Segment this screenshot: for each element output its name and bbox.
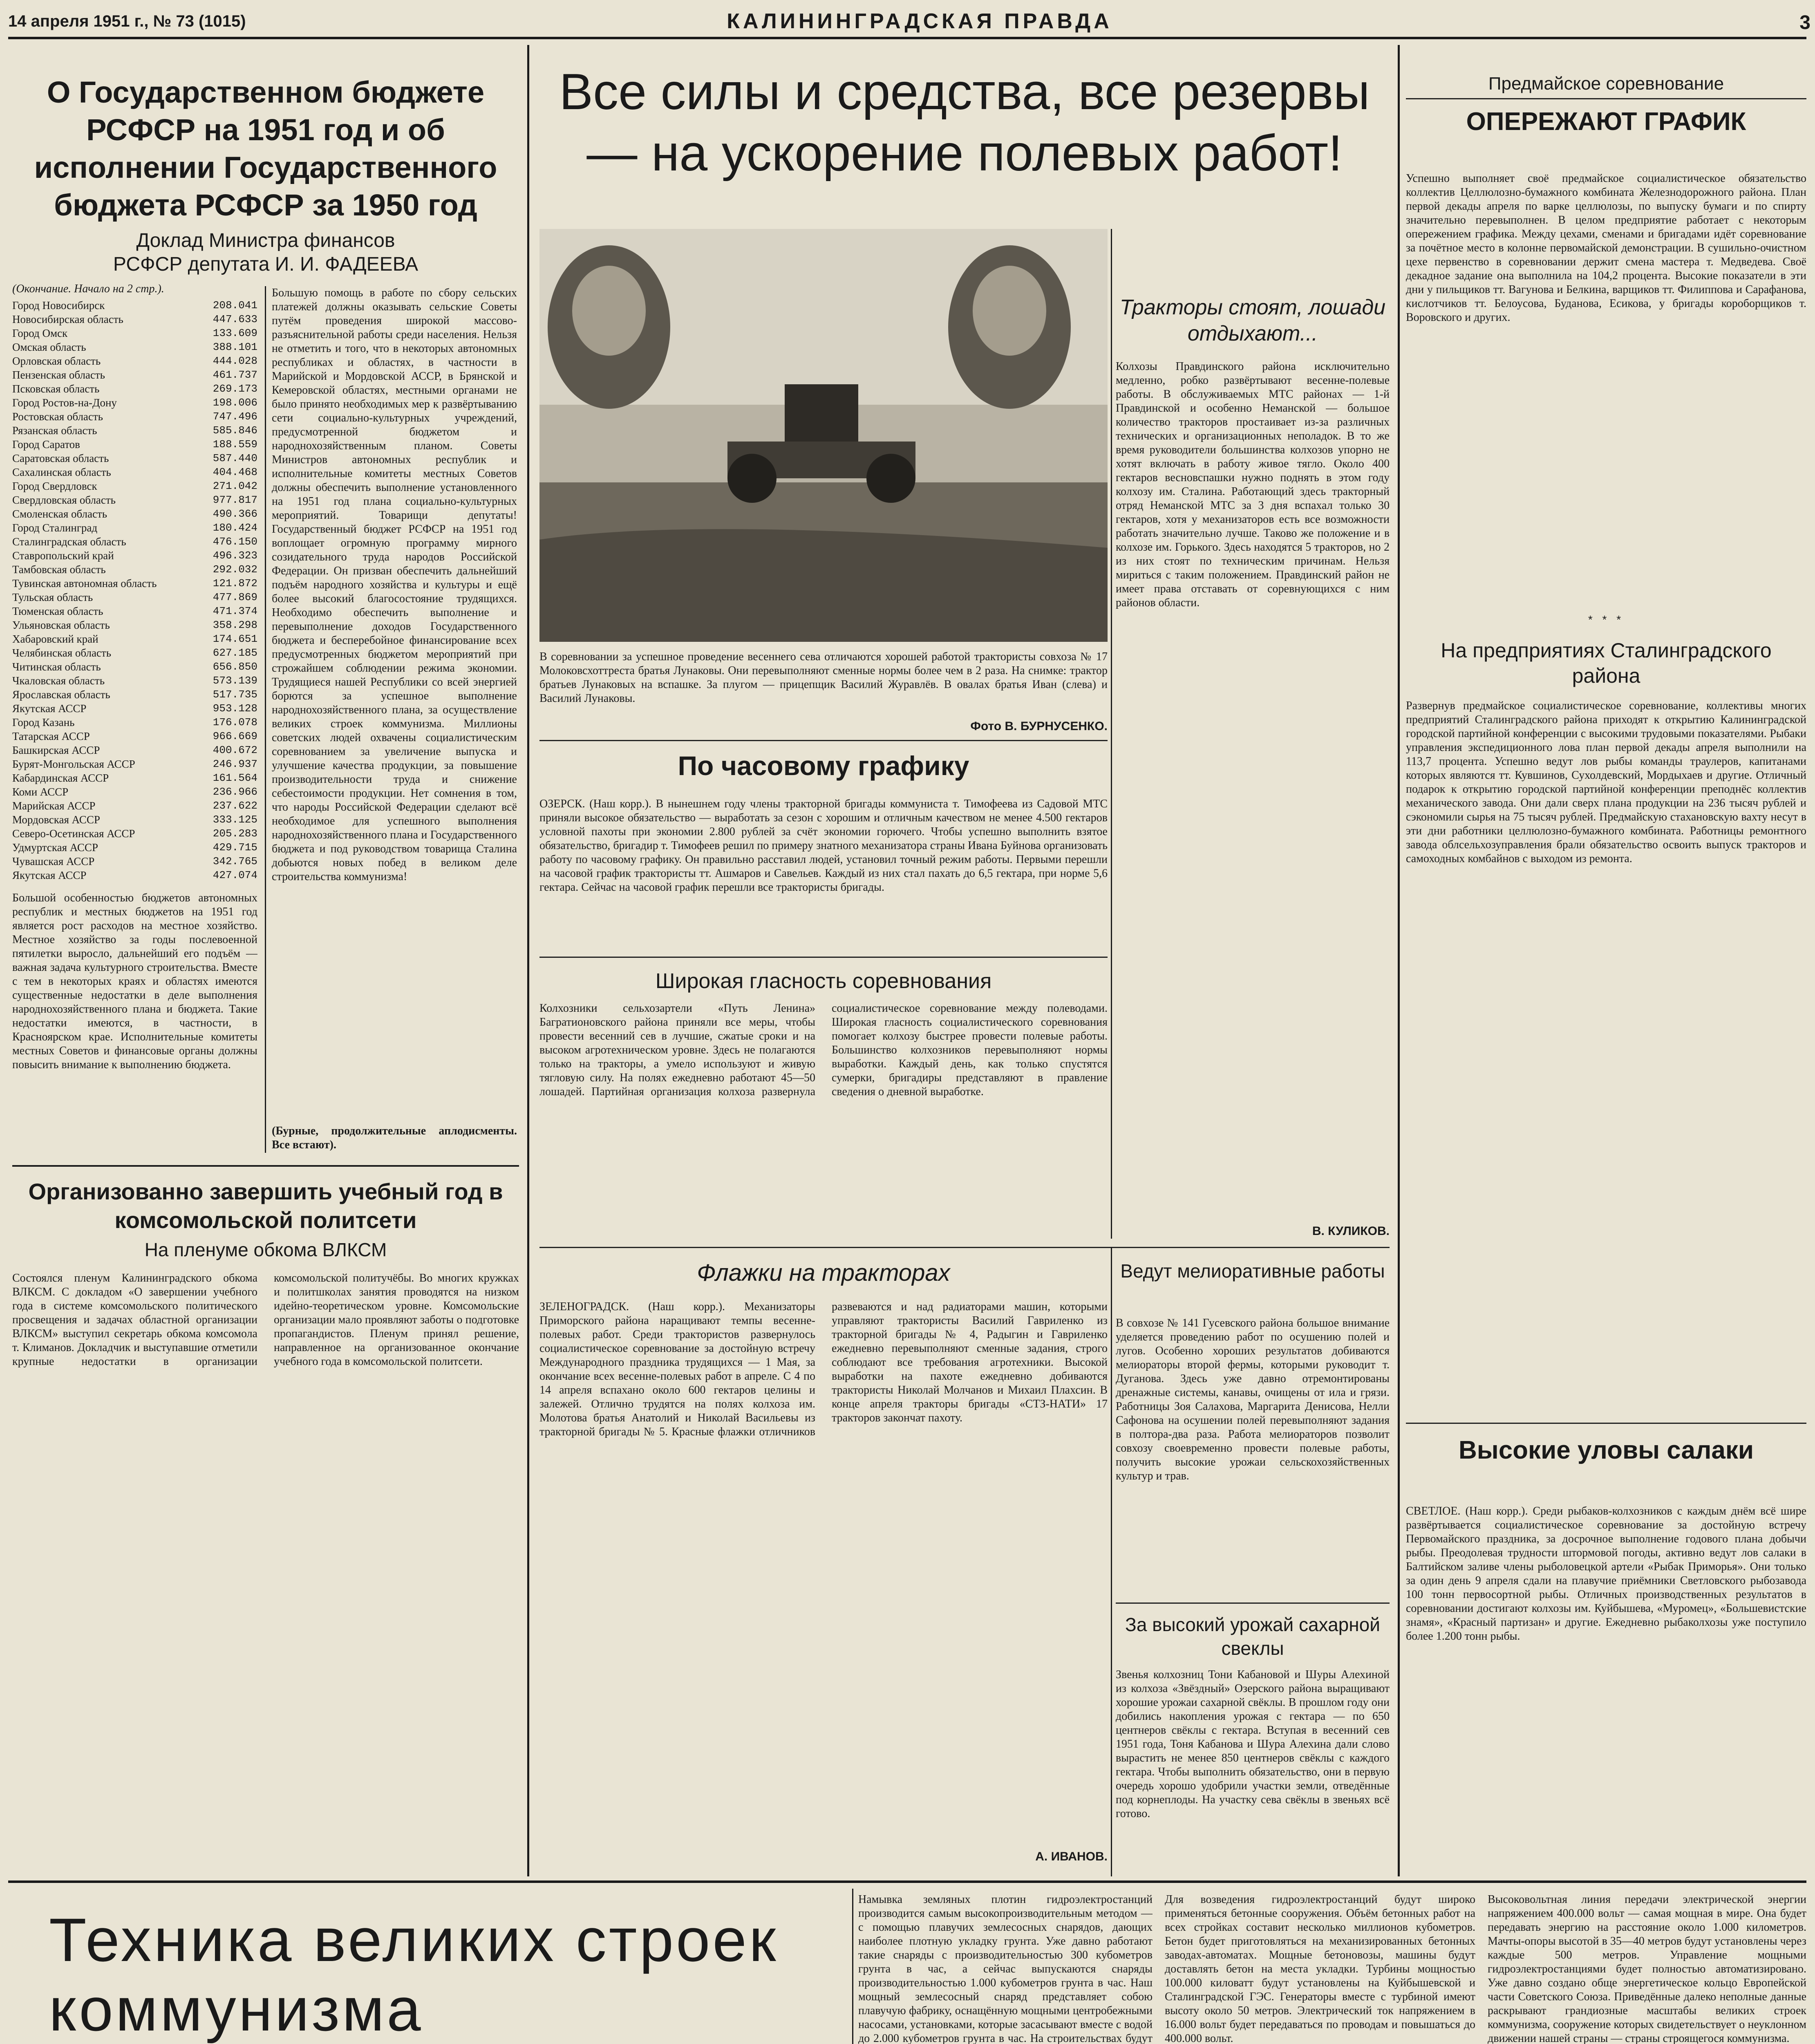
budget-row-name: Омская область: [12, 341, 86, 353]
center-divider: [1111, 1247, 1112, 1876]
budget-table-row: [12, 743, 257, 757]
budget-table-row: [12, 549, 257, 563]
budget-row-value: 180.424: [213, 522, 257, 534]
glasnost-title: Широкая гласность соревнования: [655, 969, 992, 993]
budget-table-row: [12, 326, 257, 340]
budget-row-name: Башкирская АССР: [12, 744, 100, 756]
schedule-bottom-rule: [539, 957, 1108, 958]
budget-table-row: [12, 479, 257, 493]
budget-table-row: [12, 576, 257, 590]
budget-table-row: [12, 507, 257, 521]
budget-table-row: [12, 493, 257, 507]
budget-row-value: 388.101: [213, 341, 257, 353]
budget-table-row: [12, 771, 257, 785]
budget-row-name: Город Омск: [12, 327, 68, 339]
komsomol-subtitle: На пленуме обкома ВЛКСМ: [144, 1239, 387, 1260]
budget-table-row: [12, 646, 257, 660]
budget-row-value: 404.468: [213, 466, 257, 478]
budget-table-row: [12, 868, 257, 882]
glasnost-bottom-rule: [539, 1247, 1390, 1248]
budget-row-value: 208.041: [213, 299, 257, 312]
budget-continuation: (Окончание. Начало на 2 стр.).: [12, 282, 164, 295]
budget-table-row: [12, 688, 257, 702]
budget-row-value: 656.850: [213, 661, 257, 673]
budget-row-name: Тульская область: [12, 591, 93, 603]
budget-row-name: Город Сталинград: [12, 522, 98, 534]
budget-row-name: Мордовская АССР: [12, 814, 100, 826]
budget-row-value: 269.173: [213, 383, 257, 395]
tractors-title: Тракторы стоят, лошади отдыхают...: [1119, 296, 1386, 345]
schedule-title: По часовому графику: [678, 751, 969, 781]
budget-row-name: Город Саратов: [12, 438, 80, 450]
right-text-stalingrad: Развернув предмайское социалистическое соревнование, коллективы многих предприятий Сталинградского района приходят к открытию Калининградской городской партийной конференции с высокими трудовыми показателями. Рыбаки управления экспедиционного лова план первой декады апреля выполнили на 113,7 процента. Успешно ведут лов рыбы команды траулеров, капитанами которых являются тт. Кувшинов, Сухолдевский, Мордыхаев и другие. Отличный подарок к открытию городской партийной конференции преподнёс коллектив механического завода. Они дали сверх плана продукции на 236 тысяч рублей и сэкономили сырья на 75 тысяч рублей. Предмайскую стахановскую вахту несут в эти дни работники целлюлозно-бумажного комбината. Работницы ремонтного завода облсельхозуправления брали обязательство освоить выпуск тракторов и самоходных комбайнов с выходом из ремонта.: [1406, 699, 1806, 865]
beet-text: Звенья колхозниц Тони Кабановой и Шуры Алехиной из колхоза «Звёздный» Озерского района выращивают хорошие урожаи сахарной свёклы. В прошлом году они добились накопления урожая с гектара — по 650 центнеров свёклы с гектара. Вступая в весенний сев 1951 года, Тоня Кабанова и Шура Алехина дали слово вырастить не менее 850 центнеров свёклы с каждого гектара. Чтобы выполнить обязательство, они в первую очередь хорошо удобрили участки земли, отведённые под корнеплоды. На участку сева свёклы в звеньях всё готово.: [1116, 1668, 1390, 1820]
budget-row-value: 292.032: [213, 563, 257, 576]
budget-row-name: Орловская область: [12, 355, 101, 367]
budget-table-row: [12, 340, 257, 354]
budget-table-row: [12, 827, 257, 840]
budget-row-value: 205.283: [213, 827, 257, 840]
budget-row-value: 237.622: [213, 800, 257, 812]
budget-row-value: 447.633: [213, 313, 257, 325]
newspaper-title: КАЛИНИНГРАДСКАЯ ПРАВДА: [727, 9, 1112, 33]
budget-row-value: 333.125: [213, 814, 257, 826]
budget-row-value: 174.651: [213, 633, 257, 645]
budget-row-value: 496.323: [213, 549, 257, 562]
budget-row-name: Тюменская область: [12, 605, 103, 617]
budget-row-name: Город Свердловск: [12, 480, 97, 492]
budget-table-row: [12, 702, 257, 715]
budget-row-value: 977.817: [213, 494, 257, 506]
flags-signature: А. ИВАНОВ.: [1035, 1850, 1108, 1863]
budget-row-value: 517.735: [213, 688, 257, 701]
budget-row-name: Псковская область: [12, 383, 100, 395]
kicker-rule: [1406, 98, 1806, 99]
budget-row-name: Чкаловская область: [12, 675, 105, 687]
budget-table-row: [12, 604, 257, 618]
budget-row-name: Северо-Осетинская АССР: [12, 827, 135, 840]
budget-table-row: [12, 785, 257, 799]
budget-row-name: Саратовская область: [12, 452, 109, 464]
budget-row-name: Хабаровский край: [12, 633, 98, 645]
schedule-text: ОЗЕРСК. (Наш корр.). В нынешнем году члены тракторной бригады коммуниста т. Тимофеева из Садовой МТС приняли высокое обязательство — выработать за сезон с хорошим и отличным качеством не менее 4.500 гектаров условной пахоты при экономии 2.800 рублей за счёт экономии горючего. Чтобы успешно выполнить взятое обязательство, бригадир т. Тимофеев решил по примеру знатного механизатора страны Ивана Буйнова организовать работу по часовому графику. Он правильно расставил людей, установил точный режим работы. Первыми перешли на часовой график трактористы тт. Ашмаров и Савельев. Каждый из них стал пахать до 6,5 гектара, при норме 5,6 гектара. Сейчас на часовой график перешли все трактористы бригады.: [539, 798, 1108, 894]
budget-applause: (Бурные, продолжительные аплодисменты. Все встают).: [272, 1125, 517, 1151]
budget-table-row: [12, 396, 257, 410]
budget-row-name: Ставропольский край: [12, 549, 114, 562]
budget-table-row: [12, 368, 257, 382]
budget-table-row: [12, 410, 257, 424]
budget-row-value: 461.737: [213, 369, 257, 381]
budget-row-value: 236.966: [213, 786, 257, 798]
budget-table-row: [12, 813, 257, 827]
budget-table-row: [12, 715, 257, 729]
tractors-divider: [1111, 229, 1112, 1239]
tech-text-d: Намывка земляных плотин гидроэлектростанций производится самым высокопроизводительным методом — с помощью плавучих землесосных снарядов, дающих наиболее плотную укладку грунта. Уже давно работают такие снаряды с производительностью 300 кубометров грунта в час, а сейчас выпускаются снаряды производительностью 1.000 кубометров грунта в час. Наш мощный землесосный снаряд представляет собою плавучую фабрику, оснащённую мощными центробежными насосами, установками, которые засасывают вместе с водой до 2.000 кубометров грунта в час. На строительствах будут: [858, 1893, 1153, 2044]
budget-row-value: 198.006: [213, 397, 257, 409]
budget-col2-text: Большую помощь в работе по сбору сельских платежей должны оказывать сельские Советы путём проведения широкой массово-разъяснительной работы среди населения. Нельзя не отметить и того, что в некоторых автономных республиках и областях, в частности в Марийской и Мордовской АССР, в Брянской и Кемеровской областях, местными органами не было принято необходимых мер к развёртыванию сети социально-культурных учреждений, предусмотренной бюджетом и народнохозяйственным планом. Советы Министров автономных республик и исполнительные комитеты местных Советов должны обеспечить выполнение установленного на 1951 год плана социально-культурных мероприятий. Товарищи депутаты! Государственный бюджет РСФСР на 1951 год воплощает огромную программу мирного созидательного труда народов Российской Федерации. Он призван обеспечить дальнейший подъём народного хозяйства и культуры и ещё более высокий благосостояние трудящихся. Необходимо обеспечить выполнение и перевыполнение доходов Государственного бюджета и бесперебойное финансирование всех предусмотренных бюджетом мероприятий при строжайшем соблюдении режима экономии. Трудящиеся нашей Республики со всей энергией борются за успешное выполнение народнохозяйственного плана, за осуществление великих строек коммунизма. Миллионы советских людей охвачены социалистическим соревнованием за увеличение выпуска и улучшение качества продукции, за повышение производительности труда и снижение себестоимости продукции. Нет сомнения в том, что народы Российской Федерации сделают всё необходимое для успешного выполнения народнохозяйственного плана и Государственного бюджета и под руководством товарища Сталина добьются новых побед в великом деле строительства коммунизма!: [272, 287, 517, 883]
budget-row-name: Город Казань: [12, 716, 75, 728]
budget-table-row: [12, 521, 257, 535]
budget-row-value: 747.496: [213, 410, 257, 423]
budget-table-row: [12, 632, 257, 646]
main-divider-right: [1398, 45, 1400, 1876]
budget-row-value: 121.872: [213, 577, 257, 589]
budget-row-name: Челябинская область: [12, 647, 112, 659]
tractor-photo-image: [539, 229, 1108, 642]
budget-row-value: 966.669: [213, 730, 257, 742]
budget-row-value: 471.374: [213, 605, 257, 617]
right-title-ahead: ОПЕРЕЖАЮТ ГРАФИК: [1466, 108, 1746, 136]
budget-row-value: 953.128: [213, 702, 257, 715]
budget-row-value: 246.937: [213, 758, 257, 770]
budget-table-row: [12, 799, 257, 813]
beet-title: За высокий урожай сахарной свеклы: [1125, 1614, 1380, 1659]
masthead-rule: [8, 37, 1806, 39]
budget-row-name: Кабардинская АССР: [12, 772, 109, 784]
budget-table-row: [12, 354, 257, 368]
budget-table-row: [12, 437, 257, 451]
right-mid-rule: [1406, 1423, 1806, 1424]
budget-table-row: [12, 451, 257, 465]
separator-stars: * * *: [1588, 613, 1625, 626]
budget-col1-text: Большой особенностью бюджетов автономных республик и местных бюджетов на 1951 год является рост расходов на местное хозяйство. Местное хозяйство за годы послевоенной пятилетки выросло, дальнейший его подъём — важная задача культурного строительства. Вместе с тем в некоторых краях и областях имеются существенные недостатки в деле выполнения народнохозяйственного плана и бюджета. Такие недостатки имеются, в частности, в Красноярском крае. Исполнительные комитеты местных Советов и финансовые органы должны повысить внимание к выполнению бюджета.: [12, 892, 257, 1071]
bottom-section-rule: [8, 1880, 1806, 1883]
budget-row-value: 400.672: [213, 744, 257, 756]
budget-row-name: Бурят-Монгольская АССР: [12, 758, 135, 770]
main-headline: Все силы и средства, все резервы— на ускорение полевых работ!: [559, 64, 1370, 182]
photo-bottom-rule: [539, 740, 1108, 741]
budget-table-row: [12, 854, 257, 868]
budget-row-value: 490.366: [213, 508, 257, 520]
budget-row-value: 429.715: [213, 841, 257, 854]
budget-row-name: Коми АССР: [12, 786, 69, 798]
budget-row-value: 587.440: [213, 452, 257, 464]
right-text-ahead: Успешно выполняет своё предмайское социалистическое обязательство коллектив Целлюлозно-бумажного комбината Железнодорожного района. План первой декады апреля по варке целлюлозы, по выпуску бумаги и по спирту значительно перевыполнен. В целом предприятие работает с некоторым опережением графика. Между цехами, сменами и бригадами идёт соревнование за почётное место в колонне первомайской демонстрации. В сушильно-очистном цехе первенство в соревновании держит смена мастера т. Медведева. Своё декадное задание она выполнила на 104,2 процента. Высокие показатели в эти дни у пильщиков тт. Вагунова и Белкина, варщиков тт. Филиппова и Сарафанова, кислотчиков тт. Белоусова, Буданова, Есикова, у бригады короборщиков т. Воровского и других.: [1406, 172, 1806, 324]
budget-row-name: Тувинская автономная область: [12, 577, 157, 589]
budget-row-name: Удмуртская АССР: [12, 841, 98, 854]
budget-row-name: Якутская АССР: [12, 702, 87, 715]
tech-text-f: Высоковольтная линия передачи электрической энергии напряжением 400.000 вольт — самая мощная в мире. Она будет передавать энергию на расстояние около 1.000 километров. Мачты-опоры высотой в 35—40 метров будут установлены через каждые 500 метров. Управление мощными гидроэлектростанциями будет полностью автоматизировано. Уже давно создано обще энергетическое кольцо Европейской части Советского Союза. Приведённые далеко неполные данные раскрывают грандиозные масштабы великих строек коммунизма, сооружение которых свидетельствует о неуклонном движении нашей страны — страны строящегося коммунизма.: [1488, 1893, 1806, 2044]
budget-table-row: [12, 298, 257, 312]
budget-table-row: [12, 424, 257, 437]
photo-credit: Фото В. БУРНУСЕНКО.: [970, 719, 1108, 733]
budget-table-row: [12, 674, 257, 688]
budget-table-row: [12, 563, 257, 576]
melioration-bottom-rule: [1116, 1602, 1390, 1604]
budget-row-name: Марийская АССР: [12, 800, 96, 812]
tech-divider: [852, 1889, 853, 2044]
budget-row-name: Читинская область: [12, 661, 101, 673]
budget-row-value: 342.765: [213, 855, 257, 867]
budget-table: [12, 298, 257, 883]
budget-row-name: Тамбовская область: [12, 563, 106, 576]
budget-row-value: 358.298: [213, 619, 257, 631]
budget-row-name: Ульяновская область: [12, 619, 110, 631]
right-text-catch: СВЕТЛОЕ. (Наш корр.). Среди рыбаков-колхозников с каждым днём всё шире развёртывается социалистическое соревнование за достойную встречу Первомайского праздника, за досрочное выполнение годового плана добычи рыбы. Преодолевая трудности штормовой погоды, активно ведут лов салаки в Балтийском заливе члены рыболовецкой артели «Рыбак Приморья». Они только за один день 9 апреля сдали на плавучие приёмники Светловского рыбозавода 100 тонн первосортной рыбы. Отличных производственных результатов в соревновании достигают колхозы им. Куйбышева, «Муромец», «Большевистские знамя», «Красный партизан» и другие. Ежедневно рыбаколхозы уже поступило более 1.200 тонн рыбы.: [1406, 1505, 1806, 1643]
budget-row-name: Ростовская область: [12, 410, 103, 423]
photo-caption: В соревновании за успешное проведение весеннего сева отличаются хорошей работой трактористы совхоза № 17 Молоковсхоттреста братья Лунаковы. Они перевыполняют сменные нормы более чем в 2 раза. На снимке: трактор братьев Лунаковых на вспашке. За плугом — прицепщик Василий Журавлёв. В овалах братья Иван (слева) и Василий Лунаковы.: [539, 650, 1108, 705]
budget-row-name: Город Новосибирск: [12, 299, 105, 312]
budget-table-row: [12, 590, 257, 604]
budget-bottom-rule: [12, 1165, 519, 1167]
budget-row-value: 444.028: [213, 355, 257, 367]
budget-table-row: [12, 382, 257, 396]
tech-title: Техника великих строек коммунизма: [49, 1905, 779, 2044]
issue-date: 14 апреля 1951 г., № 73 (1015): [8, 12, 246, 30]
tractors-text: Колхозы Правдинского района исключительно медленно, робко развёртывают весенне-полевые работы. В обслуживаемых МТС районах — 1-й Правдинской и особенно Неманской — большое количество тракторов простаивает из-за различных технических и организационных неполадок. В то же время руководители большинства колхозов упорно не хотят включать в работу живое тягло. Около 400 гектаров весновспашки нужно поднять в этом году колхозу им. Сталина. Работающий здесь тракторный отряд Неманской МТС за 3 дня вспахал только 30 гектаров, хотя у механизаторов есть все возможности работать значительно лучше. Таково же положение и в колхозе им. Горького. Здесь находятся 5 тракторов, но 2 из них стоят по техническим причинам. Нельзя мириться с таким положением. Правдинский район не имеет права отставать от соревнующихся с ним районов области.: [1116, 360, 1390, 609]
budget-row-name: Якутская АССР: [12, 869, 87, 881]
budget-row-value: 427.074: [213, 869, 257, 881]
budget-col-divider: [265, 286, 266, 1153]
budget-table-row: [12, 312, 257, 326]
budget-row-name: Чувашская АССР: [12, 855, 95, 867]
budget-row-value: 188.559: [213, 438, 257, 450]
budget-row-name: Ярославская область: [12, 688, 110, 701]
budget-row-name: Пензенская область: [12, 369, 105, 381]
budget-table-row: [12, 465, 257, 479]
budget-row-value: 573.139: [213, 675, 257, 687]
budget-row-name: Смоленская область: [12, 508, 107, 520]
budget-subtitle: Доклад Министра финансов РСФСР депутата И. И. ФАДЕЕВА: [113, 230, 419, 275]
glasnost-text: Колхозники сельхозартели «Путь Ленина» Багратионовского района приняли все меры, чтобы провести весенний сев в лучшие, сжатые сроки и на высоком агротехническом уровне. Здесь не полагаются только на тракторы, а умело используют и живую тягловую силу. На полях ежедневно работают 45—50 лошадей. Партийная организация колхоза развернула социалистическое соревнование между полеводами. Широкая гласность социалистического соревнования помогает колхозу быстрее провести полевые работы. Большинство колхозников перевыполняют нормы выработки. Каждый день, как только спустятся сумерки, бригадиры представляют в правление сведения о дневной выработке.: [539, 1002, 1108, 1098]
budget-row-value: 176.078: [213, 716, 257, 728]
melioration-text: В совхозе № 141 Гусевского района большое внимание уделяется проведению работ по осушению полей и лугов. Особенно хороших результатов добиваются мелиораторы второй фермы, которыми руководит т. Дуганова. Здесь уже давно отремонтированы дренажные системы, канавы, очищены от ила и грязи. Работницы Зоя Салахова, Маргарита Денисова, Нелли Сафонова на осушении полей перевыполняют задания в полтора-два раза. Работа мелиораторов позволит совхозу своевременно провести полевые работы, получить высокие урожаи сельскохозяйственных культур и трав.: [1116, 1317, 1390, 1482]
budget-row-name: Рязанская область: [12, 424, 97, 437]
right-kicker: Предмайское соревнование: [1488, 74, 1724, 94]
budget-row-name: Сахалинская область: [12, 466, 111, 478]
tractor-photo: [539, 229, 1108, 642]
budget-table-row: [12, 535, 257, 549]
budget-table-row: [12, 660, 257, 674]
budget-row-value: 627.185: [213, 647, 257, 659]
melioration-title: Ведут мелиоративные работы: [1120, 1260, 1385, 1282]
budget-row-value: 133.609: [213, 327, 257, 339]
budget-row-name: Город Ростов-на-Дону: [12, 397, 117, 409]
flags-text: ЗЕЛЕНОГРАДСК. (Наш корр.). Механизаторы Приморского района наращивают темпы весенне-полевых работ. Среди трактористов развернулось социалистическое соревнование за достойную встречу Международного праздника трудящихся — 1 Мая, за окончание всех весенне-полевых работ в апреле. С 4 по 14 апреля вспахано около 600 гектаров целины и залежей. Отлично трудятся на полях колхоза им. Молотова братья Анатолий и Николай Васильевы из тракторной бригады № 5. Красные флажки отличников развеваются и над радиаторами машин, которыми управляют трактористы Василий Гавриленко из тракторной бригады № 4, Радыгин и Гавриленко ежедневно перевыполняют сменные задания, строго соблюдают все требования агротехники. Высокой выработки на пахоте ежедневно добиваются трактористы Николай Молчанов и Михаил Плахсин. В конце апреля тракторы бригады «СТЗ-НАТИ» 17 тракторов закончат пахоту.: [539, 1300, 1108, 1438]
komsomol-title: Организованно завершить учебный год в комсомольской политсети: [28, 1179, 503, 1233]
budget-row-value: 271.042: [213, 480, 257, 492]
komsomol-text: Состоялся пленум Калининградского обкома ВЛКСМ. С докладом «О завершении учебного года в системе комсомольского политического просвещения и задачах областной организации ВЛКСМ» выступил секретарь обкома комсомола т. Климанов. Докладчик и выступавшие отметили крупные недостатки в организации комсомольской политучёбы. Во многих кружках и политшколах занятия проводятся на низком идейно-теоретическом уровне. Комсомольские организации мало проявляют заботы о подготовке пропагандистов. Пленум принял решение, направленное на организованное окончание учебного года в комсомольской политсети.: [12, 1272, 519, 1368]
page-number: 3: [1799, 12, 1811, 34]
budget-row-value: 161.564: [213, 772, 257, 784]
budget-row-name: Новосибирская область: [12, 313, 123, 325]
budget-table-row: [12, 729, 257, 743]
tech-text-e: Для возведения гидроэлектростанций будут широко применяться бетонные сооружения. Объём бетонных работ на всех стройках составит несколько миллионов кубометров. Бетон будет приготовляться на механизированных бетонных заводах-автоматах. Мощные бетоновозы, машины будут доставлять бетон на места укладки. Турбины мощностью 100.000 киловатт будут установлены на Куйбышевской и Сталинградской ГЭС. Генераторы вместе с турбиной имеют высоту около 50 метров. Электрический ток напряжением в 16.000 вольт будет передаваться по проводам и повышаться до 400.000 вольт.: [1165, 1893, 1475, 2044]
budget-table-row: [12, 840, 257, 854]
budget-row-name: Свердловская область: [12, 494, 116, 506]
budget-table-row: [12, 757, 257, 771]
budget-row-name: Сталинградская область: [12, 536, 126, 548]
budget-row-name: Татарская АССР: [12, 730, 90, 742]
budget-row-value: 476.150: [213, 536, 257, 548]
budget-title: О Государственном бюджете РСФСР на 1951 год и об исполнении Государственного бюджета РСФСР за 1950 год: [34, 75, 497, 222]
tractors-signature: В. КУЛИКОВ.: [1312, 1224, 1390, 1238]
budget-row-value: 477.869: [213, 591, 257, 603]
budget-table-row: [12, 618, 257, 632]
main-divider-left: [527, 45, 529, 1876]
flags-title: Флажки на тракторах: [697, 1260, 950, 1286]
budget-row-value: 585.846: [213, 424, 257, 437]
right-title-catch: Высокие уловы салаки: [1458, 1436, 1754, 1464]
right-title-stalingrad: На предприятиях Сталинградского района: [1441, 639, 1772, 687]
